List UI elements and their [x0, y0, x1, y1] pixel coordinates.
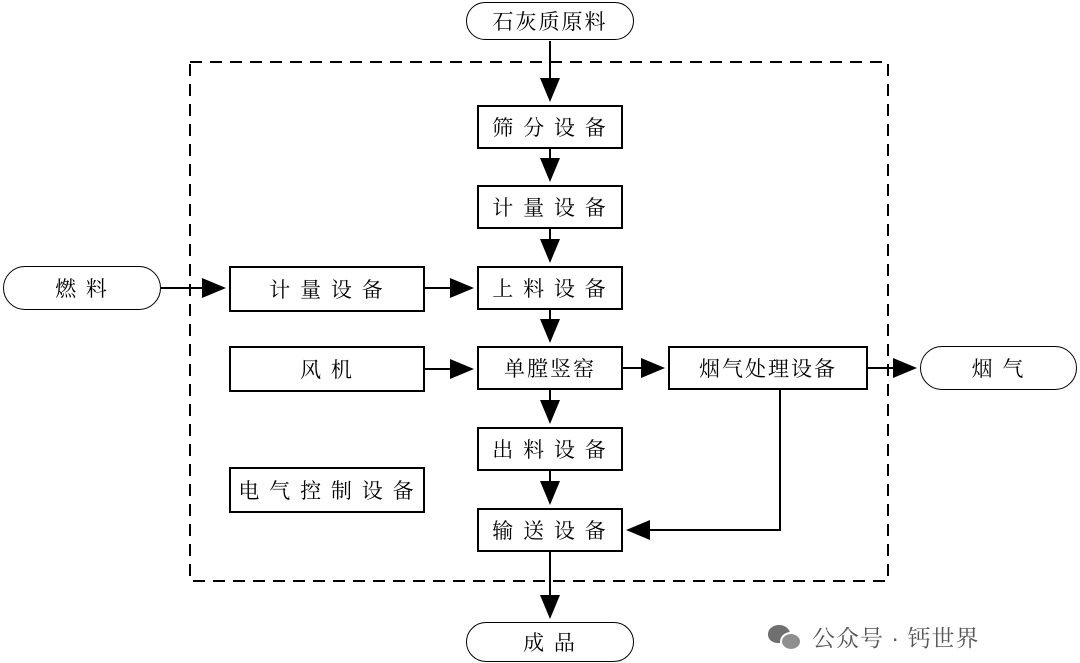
- node-label: 电 气 控 制 设 备: [238, 480, 416, 503]
- node-fuel[interactable]: [3, 266, 161, 310]
- node-label: 燃 料: [55, 278, 109, 301]
- node-kiln[interactable]: [477, 346, 623, 390]
- node-flue-gas-treatment[interactable]: [668, 346, 868, 390]
- node-screening[interactable]: [477, 105, 623, 149]
- watermark: [768, 620, 979, 653]
- node-label: 烟 气: [971, 358, 1026, 381]
- node-electric-control[interactable]: [229, 467, 425, 513]
- node-discharge[interactable]: [477, 427, 623, 471]
- node-label: 石灰质原料: [492, 11, 608, 34]
- node-label: 计 量 设 备: [269, 279, 385, 302]
- node-fan[interactable]: [229, 346, 425, 392]
- watermark-text: 公众号 · 钙世界: [812, 625, 980, 651]
- node-conveying[interactable]: [477, 508, 623, 552]
- node-label: 风 机: [300, 359, 354, 382]
- node-raw-material[interactable]: [466, 2, 634, 40]
- node-label: 烟气处理设备: [699, 358, 837, 381]
- node-label: 上 料 设 备: [492, 278, 608, 301]
- node-flue-gas[interactable]: [920, 346, 1077, 390]
- node-label: 计 量 设 备: [492, 197, 608, 220]
- node-metering-fuel[interactable]: [229, 266, 425, 312]
- wechat-icon: [768, 623, 802, 651]
- node-metering-top[interactable]: [477, 185, 623, 229]
- node-label: 成 品: [523, 632, 577, 655]
- node-label: 出 料 设 备: [492, 439, 608, 462]
- node-finished-product[interactable]: [466, 622, 634, 662]
- edge-flue-treatment-to-conveying: [628, 390, 780, 530]
- node-label: 输 送 设 备: [492, 520, 608, 543]
- node-label: 单膛竖窑: [504, 358, 596, 381]
- node-label: 筛 分 设 备: [492, 117, 608, 140]
- node-feeding[interactable]: [477, 266, 623, 310]
